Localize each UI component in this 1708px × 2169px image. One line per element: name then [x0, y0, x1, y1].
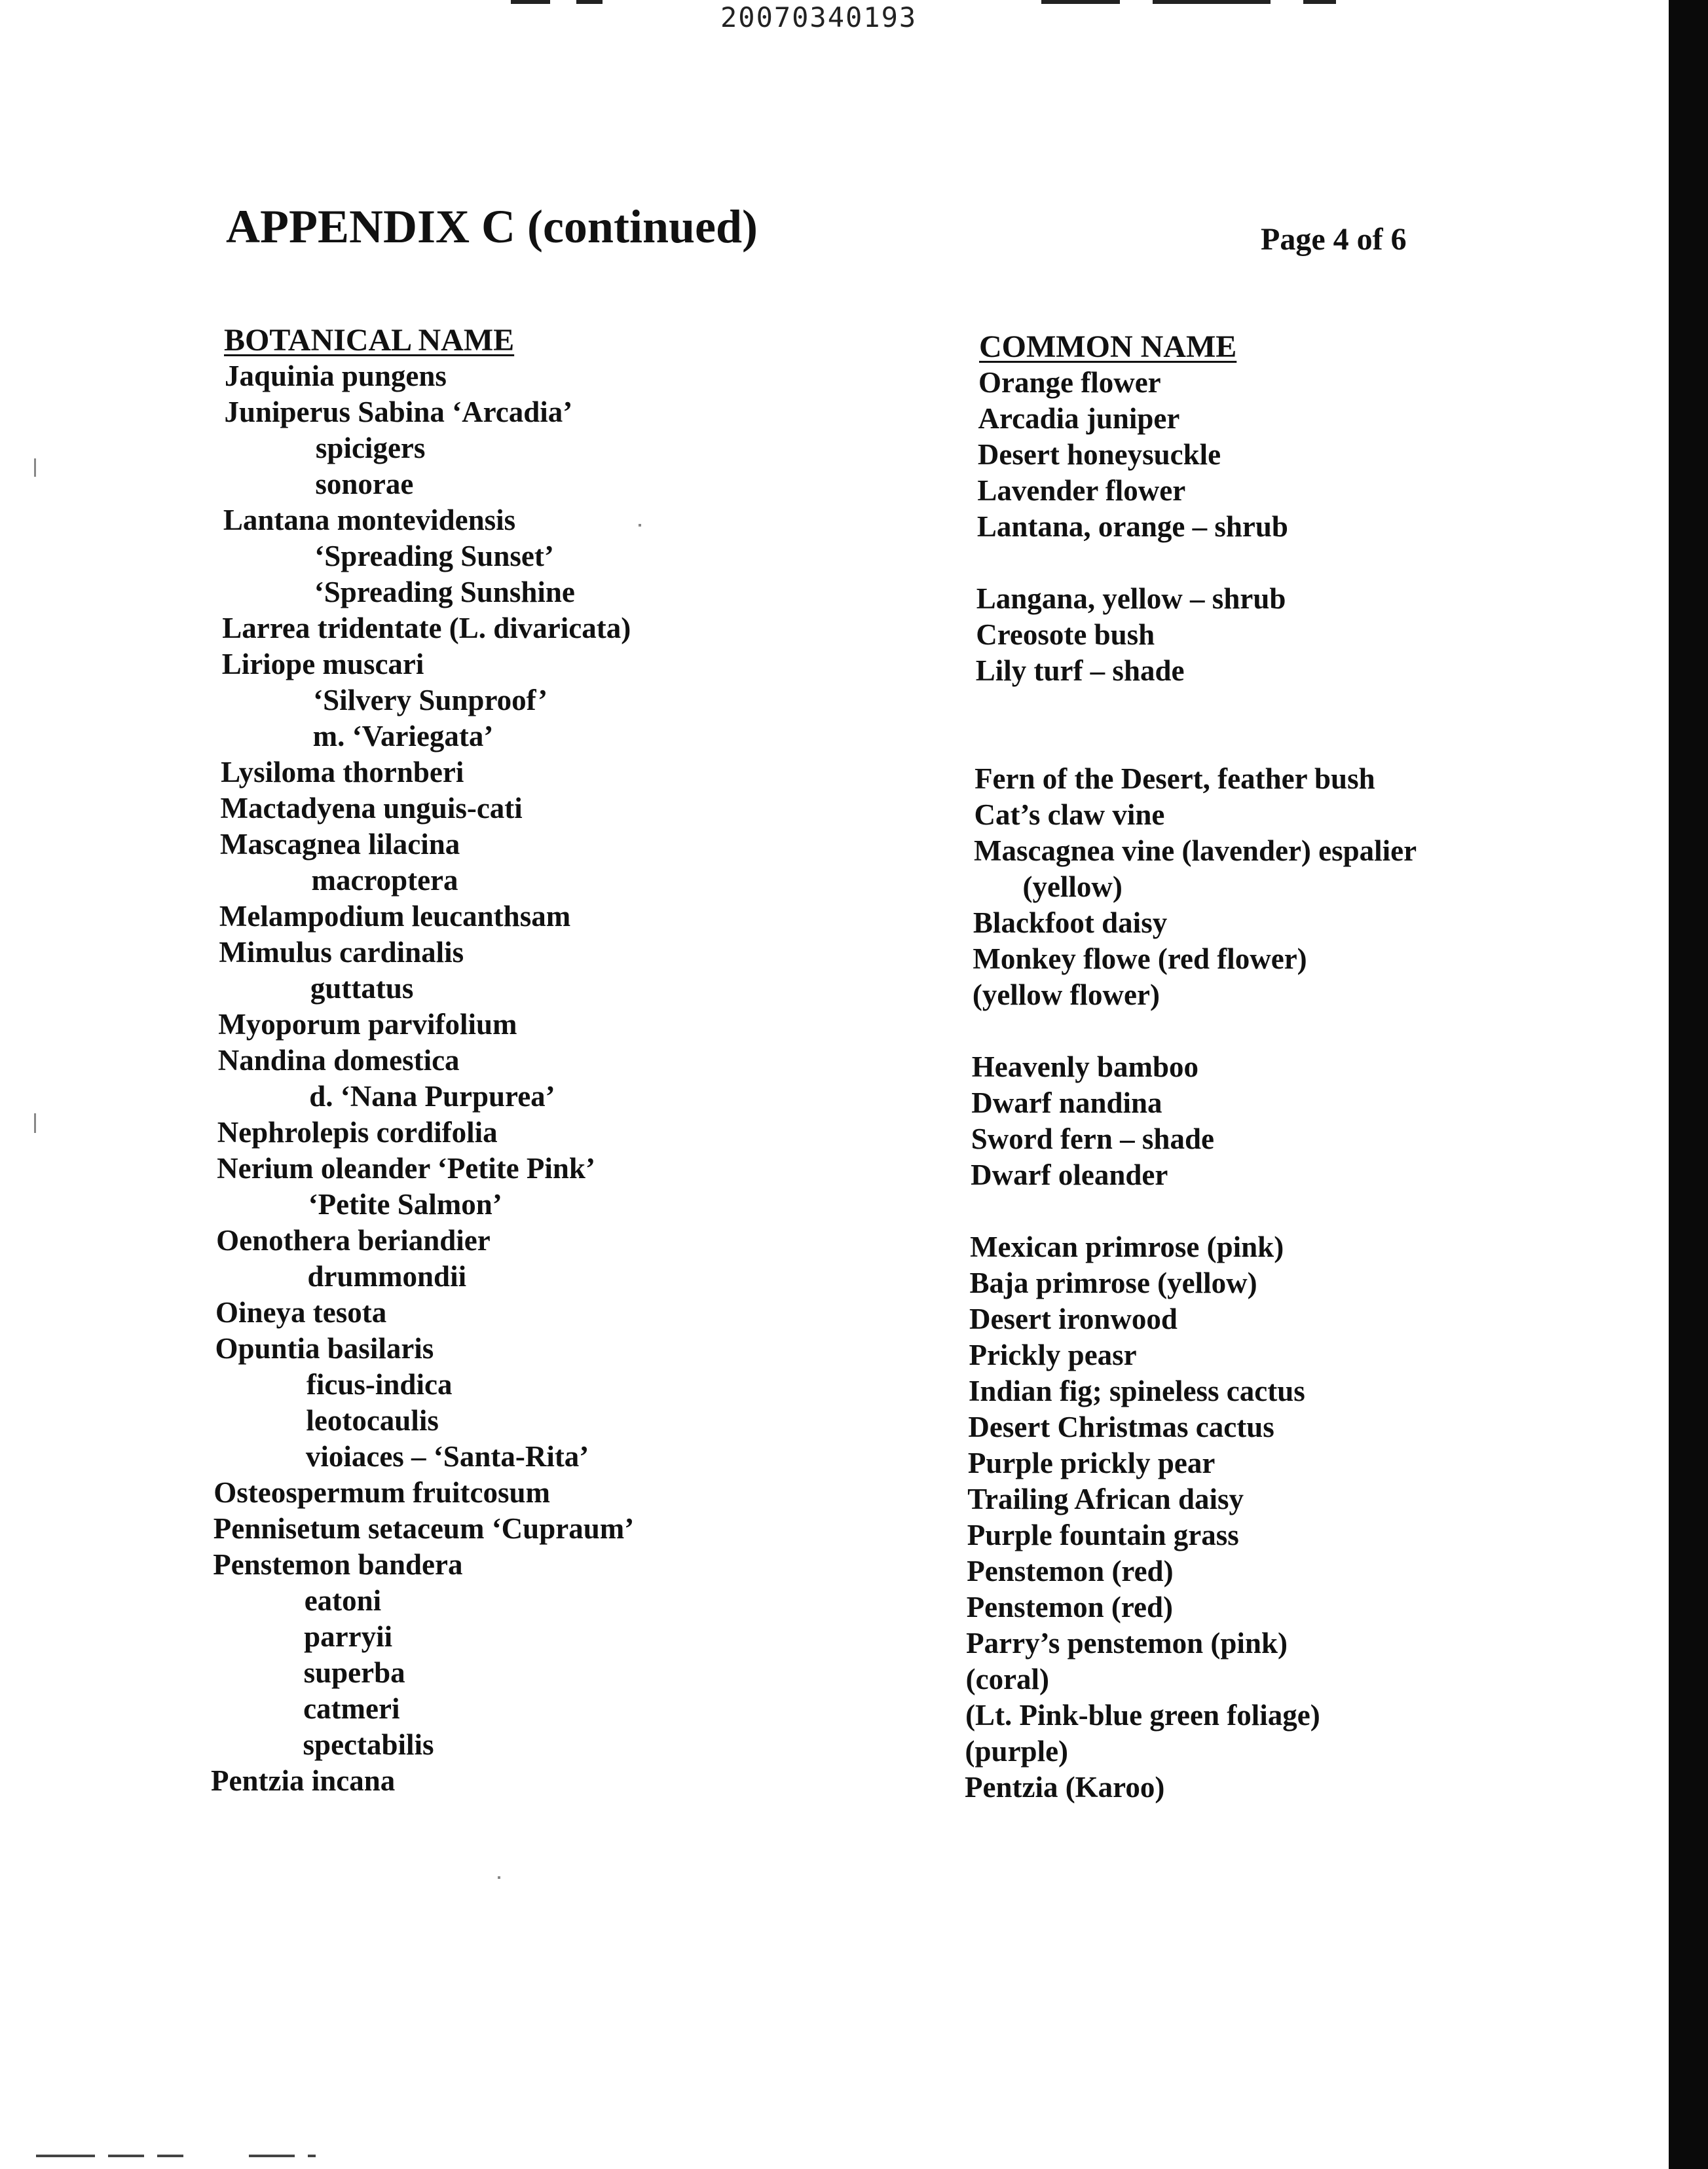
- botanical-name-item: d. ‘Nana Purpurea’: [309, 1080, 555, 1113]
- common-name-item: Sword fern – shade: [971, 1122, 1214, 1155]
- common-name-item: Orange flower: [978, 366, 1161, 399]
- common-name-item: (coral): [965, 1663, 1050, 1696]
- common-name-item: Purple fountain grass: [967, 1519, 1239, 1551]
- common-name-item: Lily turf – shade: [975, 654, 1185, 687]
- common-name-item: Indian fig; spineless cactus: [968, 1375, 1305, 1407]
- scan-speck: [34, 1113, 36, 1133]
- top-scan-mark: [1041, 0, 1120, 4]
- botanical-name-item: sonorae: [315, 468, 414, 500]
- botanical-name-item: Jaquinia pungens: [225, 360, 447, 392]
- common-name-item: Blackfoot daisy: [973, 906, 1168, 939]
- botanical-name-item: vioiaces – ‘Santa-Rita’: [305, 1440, 589, 1473]
- botanical-name-item: Nerium oleander ‘Petite Pink’: [217, 1152, 595, 1185]
- common-name-item: Cat’s claw vine: [974, 798, 1165, 831]
- botanical-name-item: Penstemon bandera: [213, 1548, 463, 1581]
- botanical-name-item: Lantana montevidensis: [223, 504, 516, 536]
- scan-speck: [34, 458, 36, 477]
- botanical-name-item: catmeri: [303, 1692, 400, 1725]
- bottom-scan-mark: [108, 2155, 144, 2157]
- botanical-name-item: ‘Silvery Sunproof’: [313, 684, 548, 716]
- botanical-name-item: Mascagnea lilacina: [220, 828, 460, 861]
- botanical-name-item: Nandina domestica: [217, 1044, 460, 1077]
- botanical-name-item: Opuntia basilaris: [215, 1332, 434, 1365]
- botanical-name-item: guttatus: [310, 972, 414, 1005]
- botanical-name-item: Mactadyena unguis-cati: [220, 792, 523, 825]
- bottom-scan-mark: [36, 2155, 95, 2157]
- botanical-name-item: ‘Spreading Sunset’: [314, 540, 554, 572]
- common-name-item: Trailing African daisy: [967, 1483, 1244, 1515]
- scan-speck: [498, 1876, 500, 1879]
- common-name-item: Purple prickly pear: [967, 1447, 1216, 1479]
- common-name-item: (yellow): [1022, 870, 1123, 903]
- scan-speck: [639, 524, 641, 527]
- common-name-item: Lantana, orange – shrub: [976, 510, 1288, 543]
- common-name-item: Creosote bush: [976, 618, 1155, 651]
- botanical-name-item: macroptera: [311, 864, 458, 897]
- common-name-item: (yellow flower): [972, 978, 1160, 1011]
- common-name-item: Fern of the Desert, feather bush: [975, 762, 1375, 795]
- botanical-name-item: Myoporum parvifolium: [218, 1008, 517, 1041]
- common-name-item: Dwarf oleander: [971, 1159, 1168, 1191]
- botanical-name-item: Larrea tridentate (L. divaricata): [222, 612, 631, 644]
- common-name-item: (purple): [965, 1735, 1069, 1768]
- common-name-item: Mexican primrose (pink): [970, 1231, 1284, 1263]
- common-name-item: (Lt. Pink-blue green foliage): [965, 1699, 1320, 1732]
- common-name-item: Parry’s penstemon (pink): [966, 1627, 1288, 1659]
- botanical-name-item: spicigers: [315, 432, 426, 464]
- botanical-name-item: superba: [303, 1656, 405, 1689]
- common-name-item: Baja primrose (yellow): [969, 1267, 1257, 1299]
- common-name-item: Desert ironwood: [969, 1303, 1178, 1335]
- bottom-scan-mark: [308, 2155, 316, 2157]
- botanical-name-item: Melampodium leucanthsam: [219, 900, 571, 933]
- botanical-name-item: leotocaulis: [306, 1404, 439, 1437]
- botanical-name-item: Liriope muscari: [221, 648, 424, 680]
- botanical-name-item: ficus-indica: [306, 1368, 453, 1401]
- botanical-name-item: eatoni: [304, 1584, 382, 1617]
- botanical-name-item: Pentzia incana: [211, 1764, 396, 1797]
- top-scan-mark: [511, 0, 550, 4]
- botanical-name-item: Mimulus cardinalis: [219, 936, 464, 969]
- common-name-item: Mascagnea vine (lavender) espalier: [974, 834, 1417, 867]
- document-number: 20070340193: [720, 1, 918, 33]
- common-name-item: Pentzia (Karoo): [965, 1771, 1165, 1804]
- botanical-name-item: drummondii: [307, 1260, 467, 1293]
- common-name-item: Desert Christmas cactus: [968, 1411, 1274, 1443]
- top-scan-mark: [576, 0, 603, 4]
- common-name-header: COMMON NAME: [979, 329, 1237, 364]
- botanical-name-item: Pennisetum setaceum ‘Cupraum’: [213, 1512, 635, 1545]
- common-name-item: Desert honeysuckle: [977, 438, 1221, 471]
- bottom-scan-mark: [249, 2155, 295, 2157]
- page-title: APPENDIX C (continued): [226, 200, 758, 253]
- common-name-item: Langana, yellow – shrub: [976, 582, 1286, 615]
- botanical-name-item: Juniperus Sabina ‘Arcadia’: [224, 396, 573, 428]
- botanical-name-item: Oenothera beriandier: [216, 1224, 491, 1257]
- botanical-name-item: ‘Petite Salmon’: [308, 1188, 502, 1221]
- common-name-item: Heavenly bamboo: [971, 1050, 1199, 1083]
- botanical-name-item: Lysiloma thornberi: [221, 756, 464, 788]
- botanical-name-item: Osteospermum fruitcosum: [214, 1476, 550, 1509]
- common-name-item: Monkey flowe (red flower): [973, 942, 1307, 975]
- bottom-scan-mark: [157, 2155, 183, 2157]
- top-scan-mark: [1153, 0, 1271, 4]
- botanical-name-item: Nephrolepis cordifolia: [217, 1116, 498, 1149]
- botanical-name-item: ‘Spreading Sunshine: [314, 576, 575, 608]
- common-name-item: Penstemon (red): [966, 1591, 1174, 1623]
- common-name-item: Arcadia juniper: [978, 402, 1180, 435]
- scan-edge: [1669, 0, 1708, 2169]
- page-number: Page 4 of 6: [1261, 222, 1407, 257]
- botanical-name-item: spectabilis: [303, 1728, 434, 1761]
- top-scan-mark: [1303, 0, 1336, 4]
- botanical-name-item: Oineya tesota: [215, 1296, 387, 1329]
- common-name-item: Dwarf nandina: [971, 1086, 1162, 1119]
- botanical-name-item: m. ‘Variegata’: [312, 720, 494, 752]
- botanical-name-header: BOTANICAL NAME: [224, 323, 515, 358]
- common-name-item: Lavender flower: [977, 474, 1186, 507]
- common-name-item: Prickly peasr: [969, 1339, 1137, 1371]
- botanical-name-item: parryii: [304, 1620, 393, 1653]
- common-name-item: Penstemon (red): [967, 1555, 1174, 1587]
